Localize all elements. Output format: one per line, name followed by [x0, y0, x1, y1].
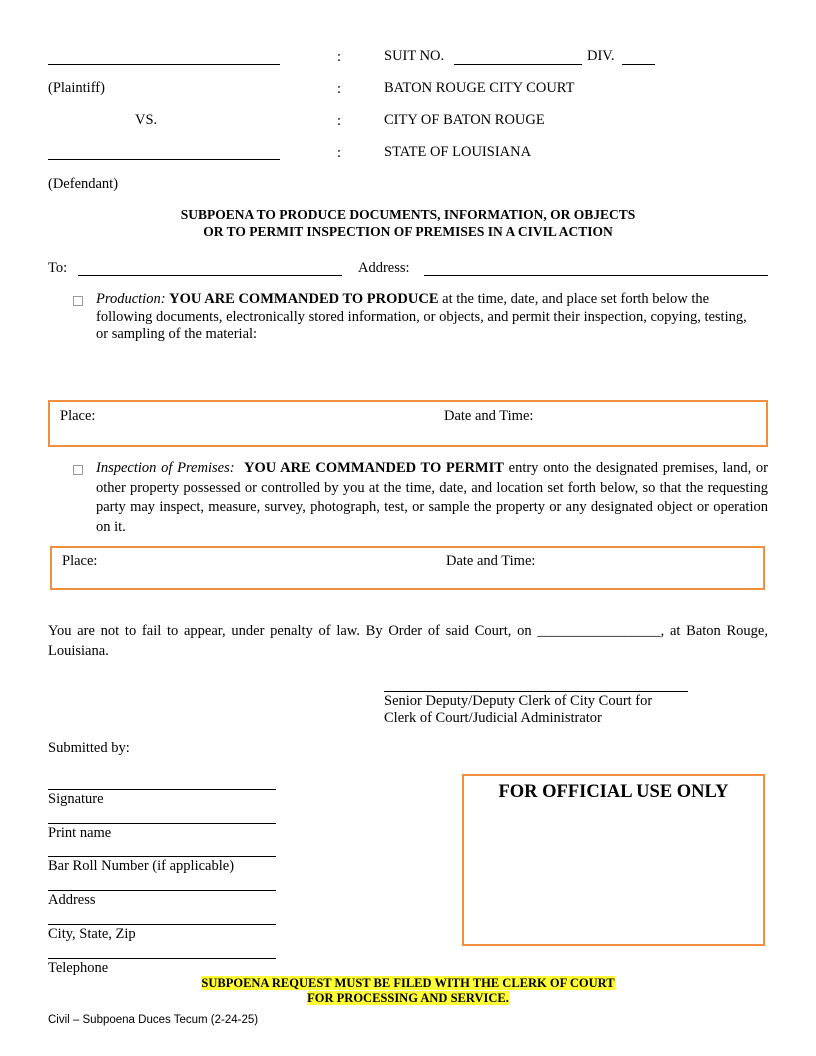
telephone-line[interactable]: [48, 958, 276, 959]
order-text-part1: You are not to fail to appear, under penalty of law. By Order of said Court, on: [48, 623, 538, 639]
field-label-signature: Signature: [48, 791, 104, 807]
production-datetime-label: Date and Time:: [444, 408, 534, 424]
field-label-bar-roll: Bar Roll Number (if applicable): [48, 858, 235, 874]
city-state-zip-line[interactable]: [48, 924, 276, 925]
field-label-print-name: Print name: [48, 825, 112, 841]
caption-colon: :: [337, 113, 342, 129]
filing-notice: [0, 976, 816, 1005]
clerk-title-line1: Senior Deputy/Deputy Clerk of City Court for: [384, 693, 653, 709]
order-paragraph: [48, 622, 768, 661]
inspection-paragraph: [96, 459, 768, 537]
caption-colon: :: [337, 49, 342, 65]
production-text: at the time, date, and place set forth below the following documents, electronically stored information, or objects, and permit their inspection, copying, testing, or sampling of the material:: [96, 291, 747, 342]
suit-no-label: SUIT NO.: [384, 48, 445, 64]
address-label: Address:: [358, 260, 410, 276]
to-label: To:: [48, 260, 68, 276]
inspection-checkbox[interactable]: [73, 465, 83, 475]
document-title-line2: OR TO PERMIT INSPECTION OF PREMISES IN A CIVIL ACTION: [203, 224, 613, 239]
div-line[interactable]: [622, 64, 655, 65]
production-place-box[interactable]: [48, 400, 768, 447]
submitted-by-label: Submitted by:: [48, 740, 130, 756]
order-date-blank[interactable]: _________________: [537, 623, 661, 639]
div-label: DIV.: [587, 48, 615, 64]
official-use-title: FOR OFFICIAL USE ONLY: [498, 782, 729, 802]
production-paragraph: [96, 291, 760, 344]
inspection-place-box[interactable]: [50, 546, 765, 590]
bar-roll-line[interactable]: [48, 856, 276, 857]
address-field-line[interactable]: [48, 890, 276, 891]
production-place-label: Place:: [60, 408, 96, 424]
caption-colon: :: [337, 145, 342, 161]
plaintiff-line[interactable]: [48, 64, 280, 65]
field-label-telephone: Telephone: [48, 960, 109, 976]
city-name: CITY OF BATON ROUGE: [384, 112, 545, 128]
vs-label: VS.: [135, 112, 158, 128]
filing-notice-line1: SUBPOENA REQUEST MUST BE FILED WITH THE CLERK OF COURT: [201, 976, 615, 990]
signature-line[interactable]: [48, 789, 276, 790]
inspection-command: YOU ARE COMMANDED TO PERMIT: [243, 460, 504, 476]
court-name: BATON ROUGE CITY COURT: [384, 80, 575, 96]
inspection-lead: Inspection of Premises:: [96, 460, 235, 476]
production-lead: Production:: [96, 291, 166, 307]
plaintiff-label: (Plaintiff): [48, 80, 105, 96]
address-line[interactable]: [424, 275, 768, 276]
document-title-line1: SUBPOENA TO PRODUCE DOCUMENTS, INFORMATION, OR OBJECTS: [180, 207, 636, 222]
state-name: STATE OF LOUISIANA: [384, 144, 532, 160]
clerk-signature-line[interactable]: [384, 691, 688, 692]
defendant-label: (Defendant): [48, 176, 119, 192]
inspection-datetime-label: Date and Time:: [446, 553, 536, 569]
suit-no-line[interactable]: [454, 64, 582, 65]
print-name-line[interactable]: [48, 823, 276, 824]
to-line[interactable]: [78, 275, 342, 276]
filing-notice-line2: FOR PROCESSING AND SERVICE.: [307, 990, 509, 1005]
clerk-title-line2: Clerk of Court/Judicial Administrator: [384, 710, 602, 726]
production-checkbox[interactable]: [73, 296, 83, 306]
field-label-city-state-zip: City, State, Zip: [48, 926, 136, 942]
inspection-place-label: Place:: [62, 553, 98, 569]
field-label-address: Address: [48, 892, 96, 908]
order-text-part2: , at Baton Rouge, Louisiana.: [48, 623, 768, 659]
form-footer: Civil – Subpoena Duces Tecum (2-24-25): [48, 1014, 259, 1026]
production-command: YOU ARE COMMANDED TO PRODUCE: [169, 291, 439, 307]
caption-colon: :: [337, 81, 342, 97]
defendant-line[interactable]: [48, 159, 280, 160]
inspection-text: entry onto the designated premises, land, or other property possessed or controlled by you at the time, date, and location set forth below, so that the requesting party may inspect, measure, survey, photograph, test, or sample the property or any designated object or operation on it.: [96, 460, 769, 535]
